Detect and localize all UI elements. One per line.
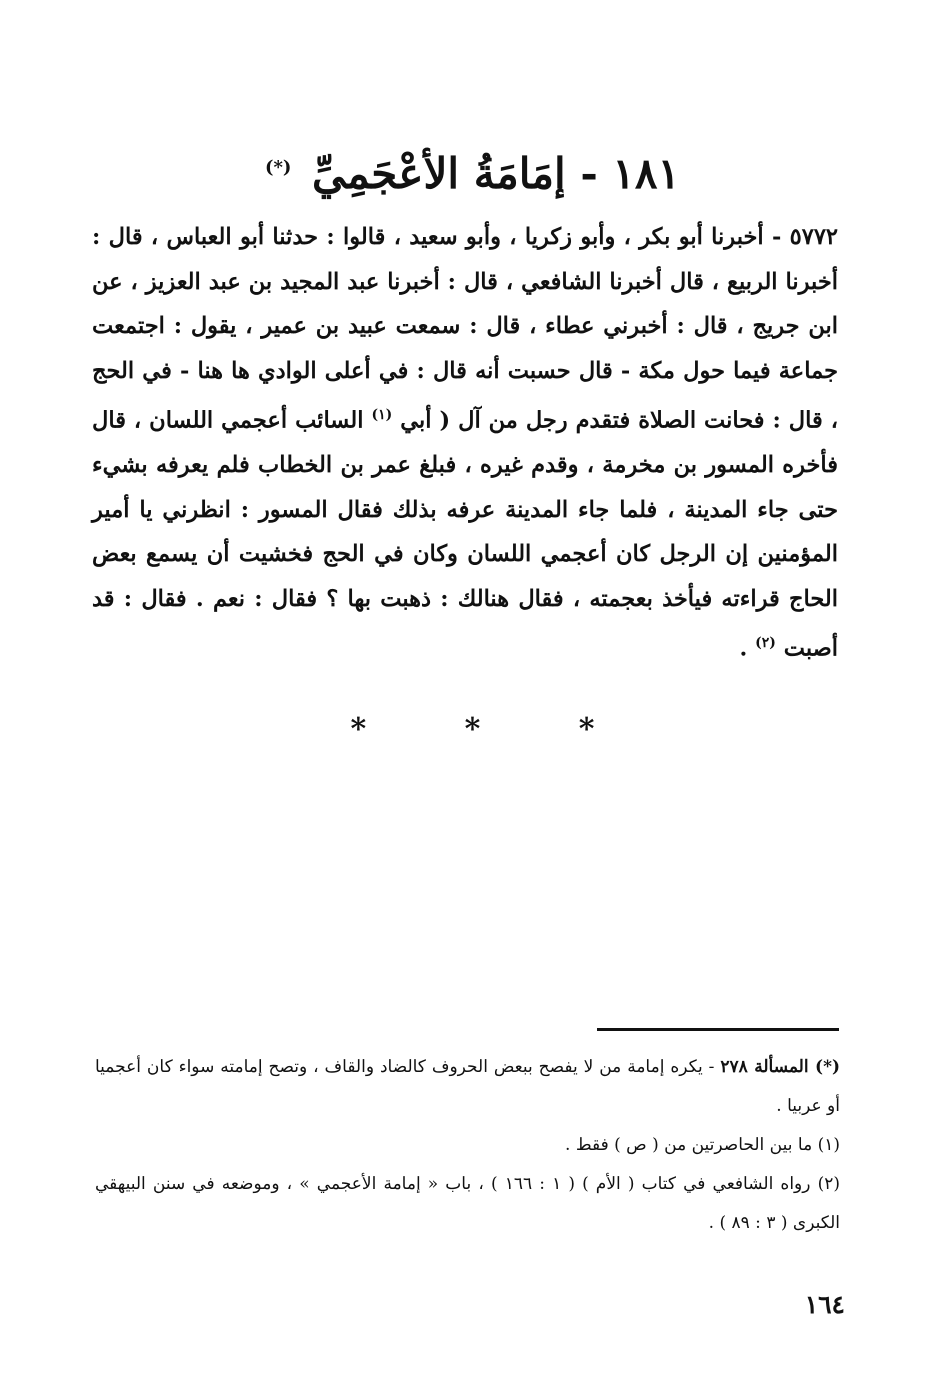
- hadith-part-1: ٥٧٧٢ - أخبرنا أبو بكر ، وأبو زكريا ، وأبو سعيد ، قالوا : حدثنا أبو العباس ، قال : أخبرنا الربيع ، قال أخبرنا الشافعي ، قال : أخبرنا عبد المجيد بن عبد العزيز ، عن ابن جريج ، قال : أخبرني عطاء ، قال : سمعت عبيد بن عمير ، يقول : اجتمعت جماعة فيما حول مكة - قال حسبت أنه قال : في أعلى الوادي ها هنا - في الحج ، قال : فحانت الصلاة فتقدم رجل من آل ( أبي: [92, 224, 838, 434]
- chapter-title: [150, 138, 795, 204]
- footnote-1: (١) ما بين الحاصرتين من ( ص ) فقط .: [565, 1135, 840, 1155]
- hadith-text: [92, 215, 838, 671]
- footnotes: [95, 1048, 840, 1243]
- chapter-footnote-ref: (*): [264, 157, 292, 178]
- hadith-footnote-ref-1: (١): [371, 407, 393, 423]
- section-separator: * * *: [350, 712, 639, 747]
- hadith-part-2: السائب أعجمي اللسان ، قال فأخره المسور بن مخرمة ، وقدم غيره ، فبلغ عمر بن الخطاب فلم يعرفه بشيء حتى جاء المدينة ، فلما جاء المدينة عرفه بذلك فقال المسور : انظرني يا أمير المؤمنين إن الرجل كان أعجمي اللسان وكان في الحج فخشيت أن يسمع بعض الحاج قراءته فيأخذ بعجمته ، فقال هنالك : ذهبت بها ؟ فقال : نعم . فقال : قد أصبت: [92, 407, 838, 662]
- page-number: ١٦٤: [804, 1290, 845, 1319]
- footnote-2: (٢) رواه الشافعي في كتاب ( الأم ) ( ١ : ١٦٦ ) ، باب « إمامة الأعجمي » ، وموضعه في سنن البيهقي الكبرى ( ٣ : ٨٩ ) .: [95, 1174, 840, 1233]
- footnote-star-text: - يكره إمامة من لا يفصح ببعض الحروف كالضاد والقاف ، وتصح إمامته سواء كان أعجميا أو عربيا .: [95, 1057, 840, 1116]
- hadith-part-3: .: [739, 635, 748, 662]
- footnote-star-marker: (*) المسألة ٢٧٨: [720, 1057, 841, 1077]
- footnote-divider: [597, 1028, 839, 1031]
- hadith-footnote-ref-2: (٢): [755, 635, 776, 651]
- chapter-title-text: ١٨١ - إمَامَةُ الأعْجَمِيِّ: [312, 149, 681, 198]
- footnote-star: [95, 1048, 840, 1126]
